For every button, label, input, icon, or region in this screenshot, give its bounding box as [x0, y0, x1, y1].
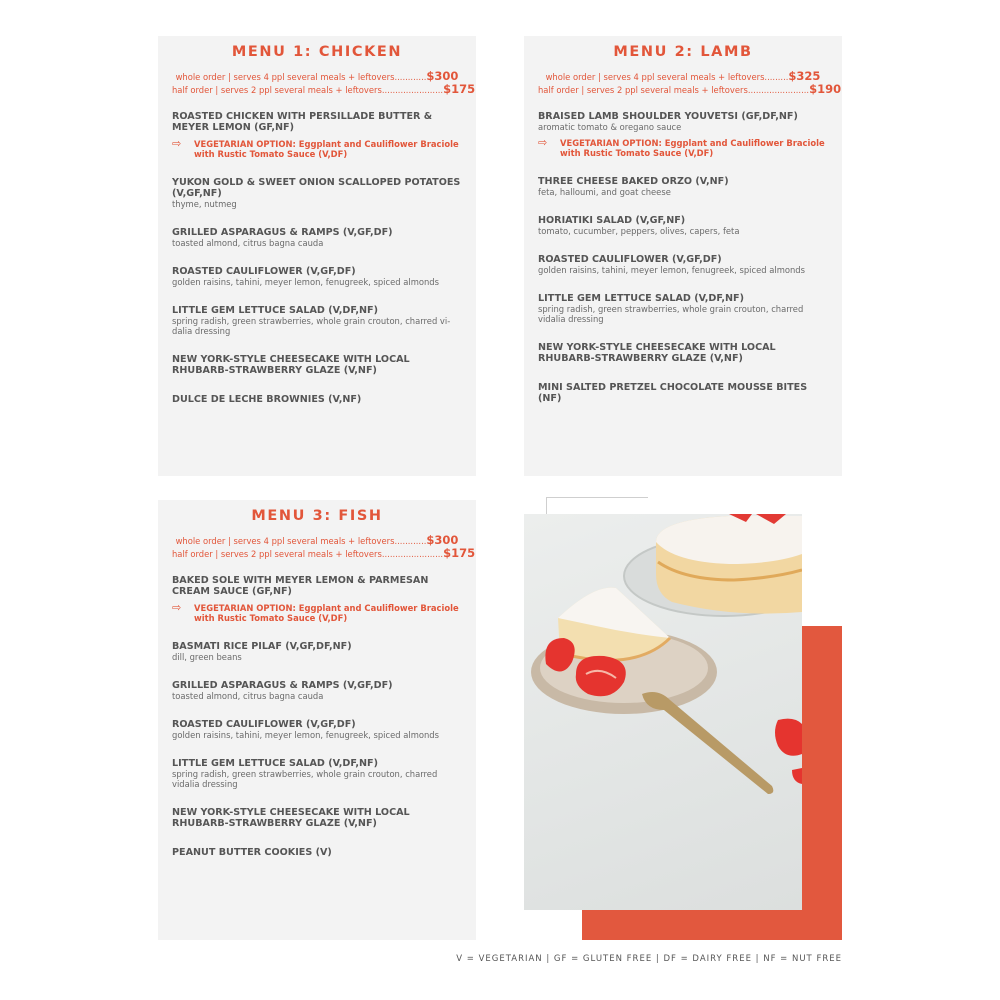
- item-description: thyme, nutmeg: [172, 199, 237, 209]
- item-name: LITTLE GEM LETTUCE SALAD (V,DF,NF): [172, 305, 378, 316]
- menu-item: [172, 227, 462, 248]
- menu-item: [172, 305, 462, 336]
- menu-card-lamb: [524, 36, 842, 476]
- menu-item: [172, 177, 462, 209]
- menu-item: [172, 575, 462, 623]
- menu-item: [172, 394, 462, 405]
- vegetarian-option: [172, 139, 462, 159]
- half-order-price: $190: [809, 82, 842, 96]
- whole-order-line: [538, 70, 828, 83]
- right-double-arrow-icon: ⇨: [538, 136, 548, 149]
- item-name: BAKED SOLE WITH MEYER LEMON & PARMESAN CREAM SAUCE (GF,NF): [172, 575, 429, 597]
- menu-item: [538, 382, 828, 404]
- menu-item: [172, 266, 462, 287]
- cheesecake-photo: [524, 514, 802, 910]
- whole-order-text: whole order | serves 4 ppl several meals + leftovers............: [175, 536, 427, 546]
- menu-item: [538, 111, 828, 158]
- item-name: MINI SALTED PRETZEL CHOCOLATE MOUSSE BITES (NF): [538, 382, 808, 404]
- item-name: ROASTED CAULIFLOWER (V,GF,DF): [172, 719, 356, 730]
- whole-order-line: [172, 534, 462, 547]
- item-name: LITTLE GEM LETTUCE SALAD (V,DF,NF): [172, 758, 378, 769]
- item-name: ROASTED CAULIFLOWER (V,GF,DF): [172, 266, 356, 277]
- menu-title: MENU 1: CHICKEN: [231, 44, 403, 60]
- item-name: NEW YORK-STYLE CHEESECAKE WITH LOCAL RHUBARB-STRAWBERRY GLAZE (V,NF): [172, 354, 410, 376]
- item-description: golden raisins, tahini, meyer lemon, fenugreek, spiced almonds: [538, 265, 805, 275]
- price-block: [538, 69, 842, 96]
- item-name: BASMATI RICE PILAF (V,GF,DF,NF): [172, 641, 352, 652]
- half-order-text: half order | serves 2 ppl several meals + leftovers.......................: [172, 85, 444, 95]
- menu-item: [538, 254, 828, 275]
- cheesecake-illustration: [524, 514, 802, 910]
- item-name: BRAISED LAMB SHOULDER YOUVETSI (GF,DF,NF): [538, 111, 798, 122]
- item-description: dill, green beans: [172, 652, 242, 662]
- item-name: DULCE DE LECHE BROWNIES (V,NF): [172, 394, 362, 405]
- half-order-line: [172, 546, 476, 560]
- item-name: LITTLE GEM LETTUCE SALAD (V,DF,NF): [538, 293, 744, 304]
- half-order-price: $175: [443, 546, 476, 560]
- whole-order-line: [172, 70, 462, 83]
- whole-order-price: $300: [426, 69, 459, 83]
- decorative-divider: [546, 497, 648, 498]
- item-description: golden raisins, tahini, meyer lemon, fenugreek, spiced almonds: [172, 730, 439, 740]
- menu-item: [172, 111, 462, 159]
- whole-order-text: whole order | serves 4 ppl several meals + leftovers.........: [545, 72, 789, 82]
- half-order-text: half order | serves 2 ppl several meals + leftovers.......................: [172, 549, 444, 559]
- menu-item: [172, 354, 462, 376]
- vegetarian-option: [538, 138, 828, 158]
- item-description: toasted almond, citrus bagna cauda: [172, 691, 324, 701]
- price-block: [172, 533, 476, 560]
- vegetarian-option-text: VEGETARIAN OPTION: Eggplant and Cauliflower Braciole with Rustic Tomato Sauce (V,DF): [194, 139, 459, 159]
- menu-item: [538, 293, 828, 324]
- menu-item: [172, 847, 462, 858]
- item-name: PEANUT BUTTER COOKIES (V): [172, 847, 332, 858]
- right-double-arrow-icon: ⇨: [172, 137, 182, 150]
- menu-item: [172, 807, 462, 829]
- item-name: GRILLED ASPARAGUS & RAMPS (V,GF,DF): [172, 227, 393, 238]
- item-name: NEW YORK-STYLE CHEESECAKE WITH LOCAL RHUBARB-STRAWBERRY GLAZE (V,NF): [172, 807, 410, 829]
- decorative-divider: [546, 497, 547, 515]
- item-name: NEW YORK-STYLE CHEESECAKE WITH LOCAL RHUBARB-STRAWBERRY GLAZE (V,NF): [538, 342, 776, 364]
- whole-order-text: whole order | serves 4 ppl several meals + leftovers............: [175, 72, 427, 82]
- item-description: spring radish, green strawberries, whole grain crouton, charred vi-dalia dressing: [172, 316, 451, 336]
- whole-order-price: $300: [426, 533, 459, 547]
- item-description: golden raisins, tahini, meyer lemon, fenugreek, spiced almonds: [172, 277, 439, 287]
- menu-title: MENU 2: LAMB: [613, 44, 753, 60]
- item-name: YUKON GOLD & SWEET ONION SCALLOPED POTATOES (V,GF,NF): [172, 177, 461, 199]
- whole-order-price: $325: [788, 69, 821, 83]
- menu-item: [538, 176, 828, 197]
- half-order-line: [172, 82, 476, 96]
- item-description: toasted almond, citrus bagna cauda: [172, 238, 324, 248]
- menu-item: [172, 758, 462, 789]
- menu-card-fish: [158, 500, 476, 940]
- half-order-text: half order | serves 2 ppl several meals + leftovers.......................: [538, 85, 810, 95]
- vegetarian-option: [172, 603, 462, 623]
- half-order-line: [538, 82, 842, 96]
- item-description: spring radish, green strawberries, whole grain crouton, charred vidalia dressing: [538, 304, 804, 324]
- item-name: THREE CHEESE BAKED ORZO (V,NF): [538, 176, 729, 187]
- menu-item: [172, 680, 462, 701]
- item-name: GRILLED ASPARAGUS & RAMPS (V,GF,DF): [172, 680, 393, 691]
- menu-item: [538, 342, 828, 364]
- price-block: [172, 69, 476, 96]
- item-description: spring radish, green strawberries, whole grain crouton, charred vidalia dressing: [172, 769, 438, 789]
- half-order-price: $175: [443, 82, 476, 96]
- item-name: HORIATIKI SALAD (V,GF,NF): [538, 215, 686, 226]
- vegetarian-option-text: VEGETARIAN OPTION: Eggplant and Cauliflower Braciole with Rustic Tomato Sauce (V,DF): [194, 603, 459, 623]
- menu-item: [172, 719, 462, 740]
- item-name: ROASTED CAULIFLOWER (V,GF,DF): [538, 254, 722, 265]
- vegetarian-option-text: VEGETARIAN OPTION: Eggplant and Cauliflower Braciole with Rustic Tomato Sauce (V,DF): [560, 138, 825, 158]
- right-double-arrow-icon: ⇨: [172, 601, 182, 614]
- menu-card-chicken: [158, 36, 476, 476]
- item-description: feta, halloumi, and goat cheese: [538, 187, 671, 197]
- menu-item: [538, 215, 828, 236]
- item-description: tomato, cucumber, peppers, olives, capers, feta: [538, 226, 740, 236]
- item-description: aromatic tomato & oregano sauce: [538, 122, 682, 132]
- dietary-legend: V = VEGETARIAN | GF = GLUTEN FREE | DF = DAIRY FREE | NF = NUT FREE: [456, 954, 842, 964]
- menu-title: MENU 3: FISH: [251, 508, 383, 524]
- menu-item: [172, 641, 462, 662]
- item-name: ROASTED CHICKEN WITH PERSILLADE BUTTER & MEYER LEMON (GF,NF): [172, 111, 433, 133]
